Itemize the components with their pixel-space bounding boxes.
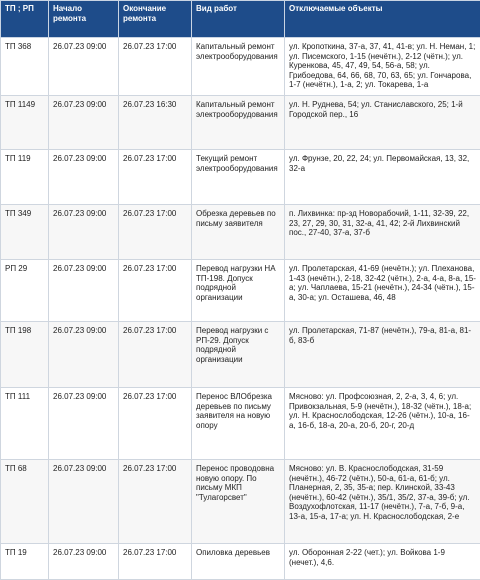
cell-start: 26.07.23 09:00 bbox=[49, 38, 119, 96]
cell-objects: ул. Фрунзе, 20, 22, 24; ул. Первомайская, 13, 32, 32-а bbox=[285, 150, 480, 205]
cell-objects: ул. Пролетарская, 41-69 (нечётн.); ул. Плеханова, 1-43 (нечётн.), 2-18, 32-42 (чётн.), 2-а, 4-а, 8-а, 15-а; ул. Чаплаева, 15-21 (нечётн.), 24-34 (чётн.), 15-а, 30-а; ул. Осташева, 46, 48 bbox=[285, 260, 480, 322]
header-row bbox=[1, 1, 480, 38]
cell-start: 26.07.23 09:00 bbox=[49, 96, 119, 150]
cell-tp: ТП 349 bbox=[1, 205, 49, 260]
cell-start: 26.07.23 09:00 bbox=[49, 150, 119, 205]
cell-start: 26.07.23 09:00 bbox=[49, 260, 119, 322]
cell-work: Капитальный ремонт электрооборудования bbox=[192, 38, 285, 96]
table-row bbox=[1, 38, 480, 96]
cell-tp: ТП 68 bbox=[1, 460, 49, 544]
table-row bbox=[1, 460, 480, 544]
cell-start: 26.07.23 09:00 bbox=[49, 322, 119, 388]
cell-end: 26.07.23 17:00 bbox=[119, 38, 192, 96]
cell-work: Перенос ВЛОбрезка деревьев по письму заявителя на новую опору bbox=[192, 388, 285, 460]
cell-tp: ТП 119 bbox=[1, 150, 49, 205]
cell-objects: ул. Оборонная 2-22 (чет.); ул. Войкова 1-9 (нечет.), 4,6. bbox=[285, 544, 480, 580]
cell-objects: ул. Н. Руднева, 54; ул. Станиславского, 25; 1-й Городской пер., 16 bbox=[285, 96, 480, 150]
cell-end: 26.07.23 16:30 bbox=[119, 96, 192, 150]
table-row bbox=[1, 96, 480, 150]
cell-end: 26.07.23 17:00 bbox=[119, 460, 192, 544]
table-row bbox=[1, 388, 480, 460]
cell-objects: ул. Пролетарская, 71-87 (нечётн.), 79-а, 81-а, 81-б, 83-б bbox=[285, 322, 480, 388]
table-row bbox=[1, 322, 480, 388]
cell-objects: Мясново: ул. Профсоюзная, 2, 2-а, 3, 4, 6; ул. Привокзальная, 5-9 (нечётн.), 18-32 (чётн.), 18-а; ул. Н. Краснослободская, 12-26 (чётн.), 10-а, 16-а, 16-б, 18-а, 20-а, 20-б, 20-г, 20-д bbox=[285, 388, 480, 460]
cell-work: Перевод нагрузки с РП-29. Допуск подрядной организации bbox=[192, 322, 285, 388]
cell-work: Перенос проводовна новую опору. По письму МКП "Тулагорсвет" bbox=[192, 460, 285, 544]
cell-start: 26.07.23 09:00 bbox=[49, 460, 119, 544]
cell-work: Текущий ремонт электрооборудования bbox=[192, 150, 285, 205]
cell-start: 26.07.23 09:00 bbox=[49, 388, 119, 460]
cell-end: 26.07.23 17:00 bbox=[119, 260, 192, 322]
cell-tp: ТП 198 bbox=[1, 322, 49, 388]
table-row bbox=[1, 260, 480, 322]
cell-objects: ул. Кропоткина, 37-а, 37, 41, 41-в; ул. Н. Неман, 1; ул. Писемского, 1-15 (нечётн.), 2-12 (чётн.); ул. Куренкова, 45, 47, 49, 54, 56-а, 58; ул. Грибоедова, 64, 66, 68, 70, 63, 65; ул. Гончарова, 1-7 (нечётн.), 1-а, 2; ул. Токарева, 1-а bbox=[285, 38, 480, 96]
table-row bbox=[1, 544, 480, 580]
table-row bbox=[1, 205, 480, 260]
cell-objects: Мясново: ул. В. Краснослободская, 31-59 (нечётн.), 46-72 (чётн.), 50-а, 61-а, 61-б; ул. Планерная, 2, 35, 35-а; пер. Клинской, 33-43 (нечётн.), 60-42 (чётн.), 35/1, 35/2, 37-а, 39-б; ул. Воздухофлотская, 11-17 (нечётн.), 7-а, 7-б, 9-а, 13-а, 15-а, 17-а; ул. Н. Краснослободская, 2-е bbox=[285, 460, 480, 544]
cell-objects: п. Лихвинка: пр-зд Новорабочий, 1-11, 32-39, 22, 23, 27, 29, 30, 31, 32-а, 41, 42; 2-й Лихвинский пос., 27-40, 37-а, 37-б bbox=[285, 205, 480, 260]
cell-start: 26.07.23 09:00 bbox=[49, 205, 119, 260]
cell-end: 26.07.23 17:00 bbox=[119, 544, 192, 580]
cell-end: 26.07.23 17:00 bbox=[119, 205, 192, 260]
header-objects: Отключаемые объекты bbox=[285, 1, 480, 38]
header-tp: ТП ; РП bbox=[1, 1, 49, 38]
cell-work: Перевод нагрузки НА ТП-198. Допуск подрядной организации bbox=[192, 260, 285, 322]
cell-tp: РП 29 bbox=[1, 260, 49, 322]
header-work: Вид работ bbox=[192, 1, 285, 38]
cell-end: 26.07.23 17:00 bbox=[119, 388, 192, 460]
cell-work: Опиловка деревьев bbox=[192, 544, 285, 580]
header-end: Окончание ремонта bbox=[119, 1, 192, 38]
cell-tp: ТП 111 bbox=[1, 388, 49, 460]
cell-tp: ТП 368 bbox=[1, 38, 49, 96]
table-row bbox=[1, 150, 480, 205]
cell-tp: ТП 19 bbox=[1, 544, 49, 580]
cell-work: Обрезка деревьев по письму заявителя bbox=[192, 205, 285, 260]
cell-end: 26.07.23 17:00 bbox=[119, 150, 192, 205]
header-start: Начало ремонта bbox=[49, 1, 119, 38]
cell-start: 26.07.23 09:00 bbox=[49, 544, 119, 580]
cell-work: Капитальный ремонт электрооборудования bbox=[192, 96, 285, 150]
cell-tp: ТП 1149 bbox=[1, 96, 49, 150]
cell-end: 26.07.23 17:00 bbox=[119, 322, 192, 388]
